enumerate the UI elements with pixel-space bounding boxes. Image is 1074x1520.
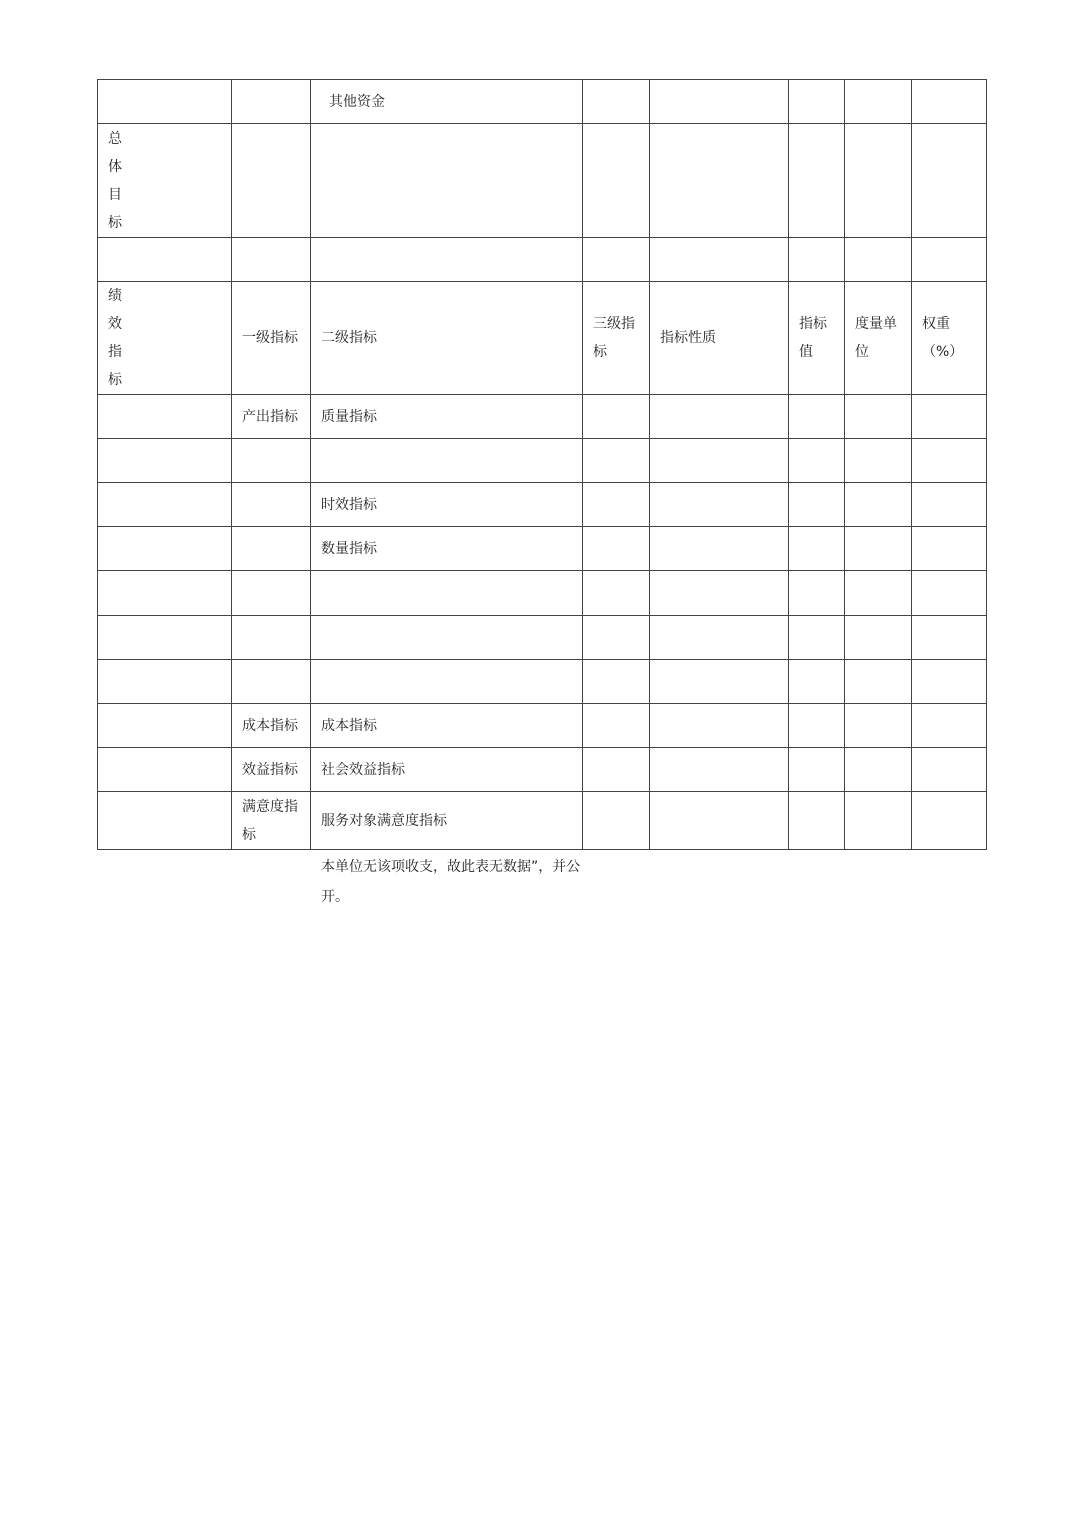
level2-cell: 服务对象满意度指标 [311,792,583,850]
table-cell [912,483,987,527]
table-row [98,704,987,748]
table-cell [912,660,987,704]
table-row [98,238,987,282]
table-cell [912,704,987,748]
table-cell [789,238,845,282]
other-funds-label: 其他资金 [311,80,583,124]
table-cell [845,395,912,439]
table-cell [98,660,232,704]
performance-target-table [97,79,987,850]
table-cell [650,124,789,238]
table-cell [789,704,845,748]
table-cell [845,527,912,571]
overall-goal-char: 总 [108,130,122,147]
table-cell [232,80,311,124]
header-weight: 权重（%） [912,282,987,395]
table-cell [789,80,845,124]
table-cell [845,792,912,850]
table-cell [98,439,232,483]
table-row [98,792,987,850]
table-cell [789,616,845,660]
table-cell [583,238,650,282]
table-cell [789,571,845,616]
table-cell [583,395,650,439]
table-cell [845,616,912,660]
table-cell [98,527,232,571]
table-cell [789,792,845,850]
table-cell [583,439,650,483]
performance-char: 标 [108,372,122,388]
table-cell [912,527,987,571]
table-cell [583,792,650,850]
table-cell [98,395,232,439]
table-row [98,395,987,439]
table-header-row [98,282,987,395]
level1-cell: 成本指标 [232,704,311,748]
table-cell [232,483,311,527]
table-cell [98,80,232,124]
table-cell [912,792,987,850]
table-cell [789,124,845,238]
table-row [98,439,987,483]
table-cell [845,483,912,527]
level1-cell: 产出指标 [232,395,311,439]
table-cell [650,483,789,527]
table-cell [650,527,789,571]
level2-cell: 成本指标 [311,704,583,748]
table-cell [583,748,650,792]
table-cell [650,748,789,792]
table-cell [912,238,987,282]
table-cell [232,238,311,282]
table-cell [845,124,912,238]
header-value: 指标值 [789,282,845,395]
header-level1: 一级指标 [232,282,311,395]
table-cell [98,571,232,616]
table-cell [311,238,583,282]
table-cell [912,571,987,616]
table-cell [912,439,987,483]
level1-cell: 满意度指标 [232,792,311,850]
table-row [98,483,987,527]
performance-char: 效 [108,316,122,332]
table-cell [583,80,650,124]
table-cell [650,616,789,660]
table-cell [845,704,912,748]
table-cell [311,660,583,704]
table-cell [232,124,311,238]
table-cell [650,439,789,483]
table-cell [311,124,583,238]
table-cell [583,704,650,748]
level2-cell: 质量指标 [311,395,583,439]
table-cell [98,792,232,850]
table-cell [789,660,845,704]
overall-goal-char: 目 [108,186,122,203]
header-unit: 度量单位 [845,282,912,395]
table-cell [98,748,232,792]
table-row [98,527,987,571]
header-level3: 三级指标 [583,282,650,395]
level2-cell: 时效指标 [311,483,583,527]
table-cell [912,124,987,238]
table-cell [845,439,912,483]
table-cell [311,571,583,616]
table-cell [789,483,845,527]
level2-cell: 社会效益指标 [311,748,583,792]
table-cell [912,616,987,660]
table-cell [789,748,845,792]
table-cell [650,792,789,850]
footnote-text: 本单位无该项收支，故此表无数据”，并公开。 [321,859,581,905]
table-cell [232,660,311,704]
level2-cell: 数量指标 [311,527,583,571]
overall-goal-char: 体 [108,158,122,175]
table-cell [789,439,845,483]
table-row [98,660,987,704]
table-cell [232,616,311,660]
table-cell [789,527,845,571]
header-level2: 二级指标 [311,282,583,395]
table-cell [98,483,232,527]
table-cell [583,124,650,238]
table-cell [650,395,789,439]
table-row [98,616,987,660]
table-row-overall-goal [98,124,987,238]
table-cell [311,439,583,483]
overall-goal-char: 标 [108,214,122,231]
table-cell [583,616,650,660]
table-cell [845,80,912,124]
table-cell [98,238,232,282]
table-cell [912,748,987,792]
table-cell [583,571,650,616]
table-cell [789,395,845,439]
table-cell [650,571,789,616]
performance-char: 指 [108,344,122,360]
table-cell [650,80,789,124]
table-cell [98,704,232,748]
table-cell [650,238,789,282]
table-cell [845,238,912,282]
table-cell [311,616,583,660]
table-cell [650,704,789,748]
table-cell [232,571,311,616]
table-row [98,571,987,616]
table-cell [845,571,912,616]
table-cell [912,80,987,124]
performance-indicator-label [98,282,232,395]
table-cell [845,660,912,704]
table-row [98,748,987,792]
table-cell [232,439,311,483]
table-cell [583,483,650,527]
table-row-other-funds [98,80,987,124]
table-cell [845,748,912,792]
table-cell [650,660,789,704]
header-nature: 指标性质 [650,282,789,395]
table-cell [583,527,650,571]
overall-goal-label [98,124,232,238]
table-cell [232,527,311,571]
table-cell [583,660,650,704]
table-cell [98,616,232,660]
performance-char: 绩 [108,288,122,304]
table-cell [912,395,987,439]
level1-cell: 效益指标 [232,748,311,792]
